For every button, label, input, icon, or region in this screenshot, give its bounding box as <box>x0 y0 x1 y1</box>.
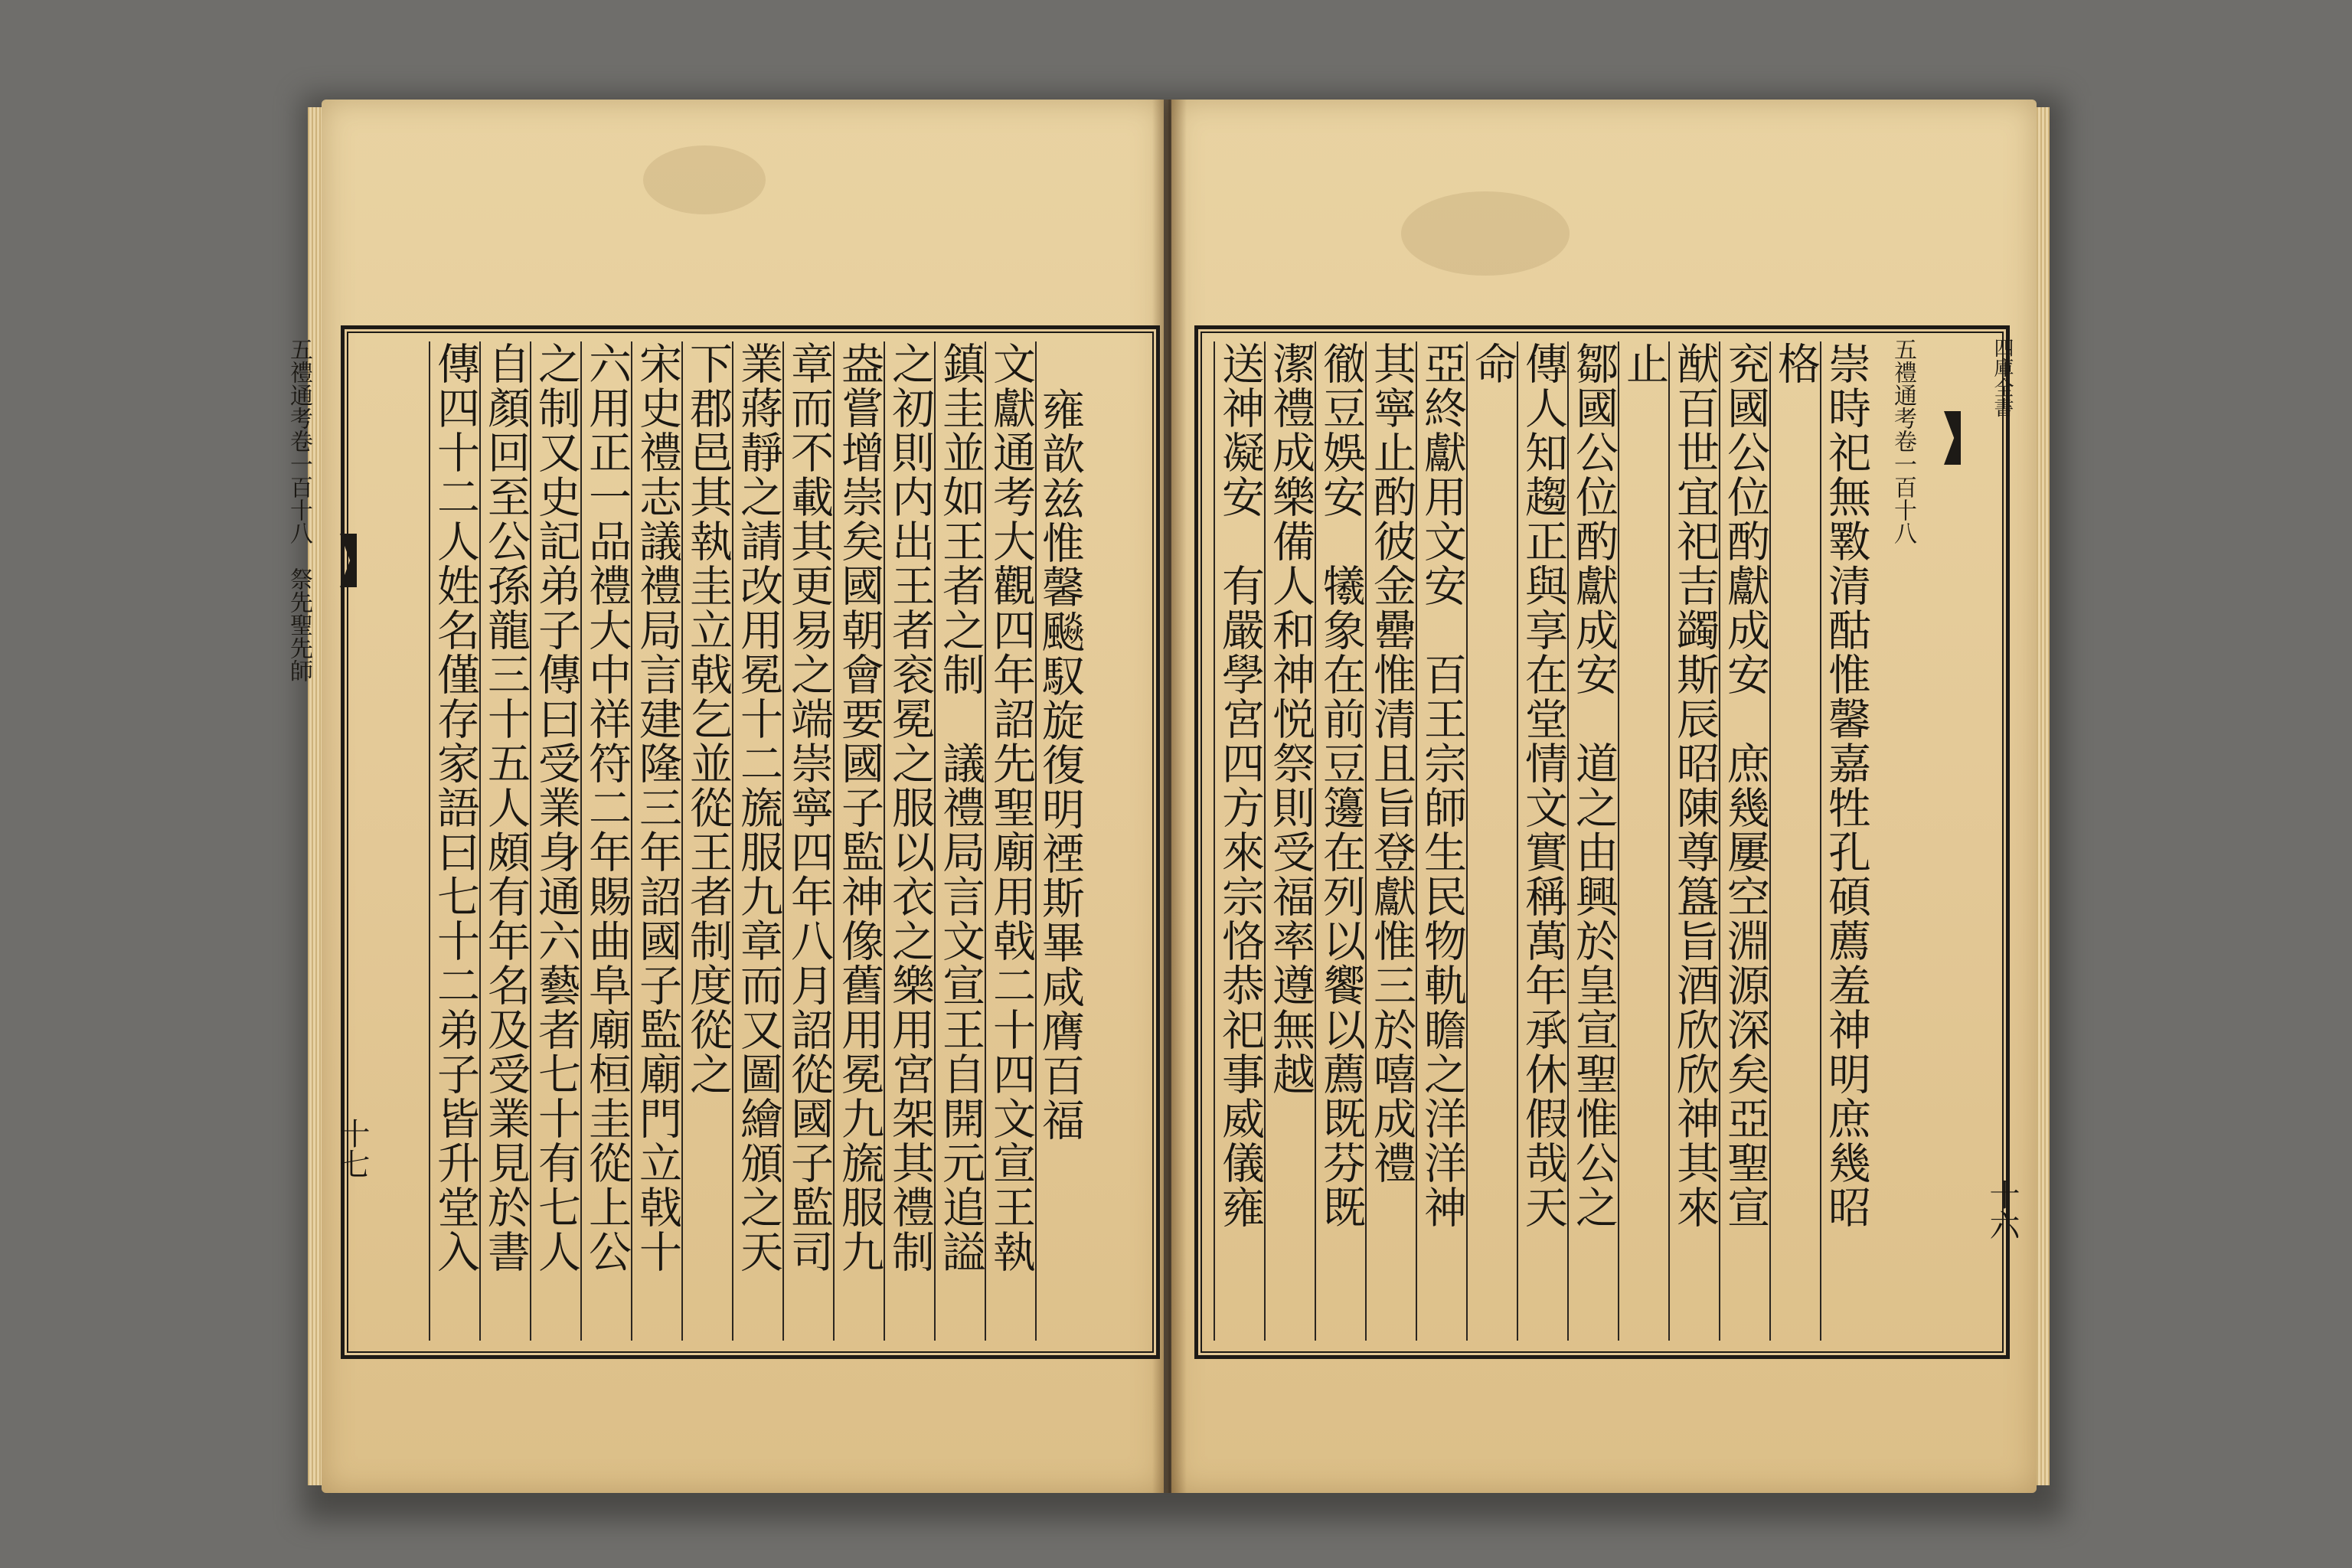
text-column: 鄒國公位酌獻成安 道之由興於皇宣聖惟公之 <box>1567 341 1618 1341</box>
text-column: 崇時祀無斁清酤惟馨嘉牲孔碩薦羞神明庶幾昭 <box>1820 341 1870 1341</box>
library-stamp: 四庫全書 <box>1991 338 2014 417</box>
text-column: 之初則内出王者衮冕之服以衣之樂用宮架其禮制 <box>884 341 934 1341</box>
banxin-title: 五禮通考卷一百十八 <box>1890 338 1916 544</box>
text-column: 猷百世宜祀吉蠲斯辰昭陳尊簋旨酒欣欣神其來 <box>1668 341 1719 1341</box>
text-column: 徹豆娛安 犧象在前豆籩在列以饗以薦既芬既 <box>1315 341 1365 1341</box>
text-column: 兖國公位酌獻成安 庶幾屢空淵源深矣亞聖宣 <box>1719 341 1769 1341</box>
right-folio: 十六 <box>1984 1179 2020 1240</box>
text-column: 宋史禮志議禮局言建隆三年詔國子監廟門立戟十 <box>631 341 681 1341</box>
text-column: 命 <box>1466 341 1517 1341</box>
banxin-title: 五禮通考卷一百十八 祭先聖先師 <box>286 338 312 682</box>
text-column: 潔禮成樂備人和神悦祭則受福率遵無越 <box>1264 341 1315 1341</box>
text-column: 格 <box>1769 341 1820 1341</box>
text-column: 六用正一品禮大中祥符二年賜曲阜廟桓圭從上公 <box>580 341 631 1341</box>
left-folio: 十七 <box>335 1118 370 1179</box>
text-column: 業蔣靜之請改用冕十二旒服九章而又圖繪頒之天 <box>732 341 782 1341</box>
paper-stain <box>643 145 766 214</box>
text-column: 章而不載其更易之端崇寧四年八月詔從國子監司 <box>782 341 833 1341</box>
text-column: 送神凝安 有嚴學宮四方來宗恪恭祀事威儀雍 <box>1214 341 1264 1341</box>
text-column: 傳四十二人姓名僅存家語曰七十二弟子皆升堂入 <box>429 341 479 1341</box>
text-column: 傳人知趨正與享在堂情文實稱萬年承休假哉天 <box>1517 341 1567 1341</box>
text-column: 其寧止酌彼金罍惟清且旨登獻惟三於嘻成禮 <box>1365 341 1416 1341</box>
text-column: 之制又史記弟子傳曰受業身通六藝者七十有七人 <box>530 341 580 1341</box>
left-text-frame <box>341 325 1160 1359</box>
fish-tail-mark <box>340 534 357 587</box>
empty-column <box>1086 341 1124 1341</box>
text-column: 自顏回至公孫龍三十五人頗有年名及受業見於書 <box>479 341 530 1341</box>
text-column: 下郡邑其執圭立戟乞並從王者制度從之 <box>681 341 732 1341</box>
text-column: 盎嘗增崇矣國朝會要國子監神像舊用冕九旒服九 <box>833 341 884 1341</box>
text-column: 雍歆兹惟馨飈馭旋復明禋斯畢咸膺百福 <box>1035 341 1084 1341</box>
text-column: 亞終獻用文安 百王宗師生民物軌瞻之洋洋神 <box>1416 341 1466 1341</box>
paper-stain <box>1401 191 1570 276</box>
text-column: 止 <box>1618 341 1668 1341</box>
text-column: 文獻通考大觀四年詔先聖廟用戟二十四文宣王執 <box>985 341 1035 1341</box>
text-column: 鎮圭並如王者之制 議禮局言文宣王自開元追謚 <box>934 341 985 1341</box>
